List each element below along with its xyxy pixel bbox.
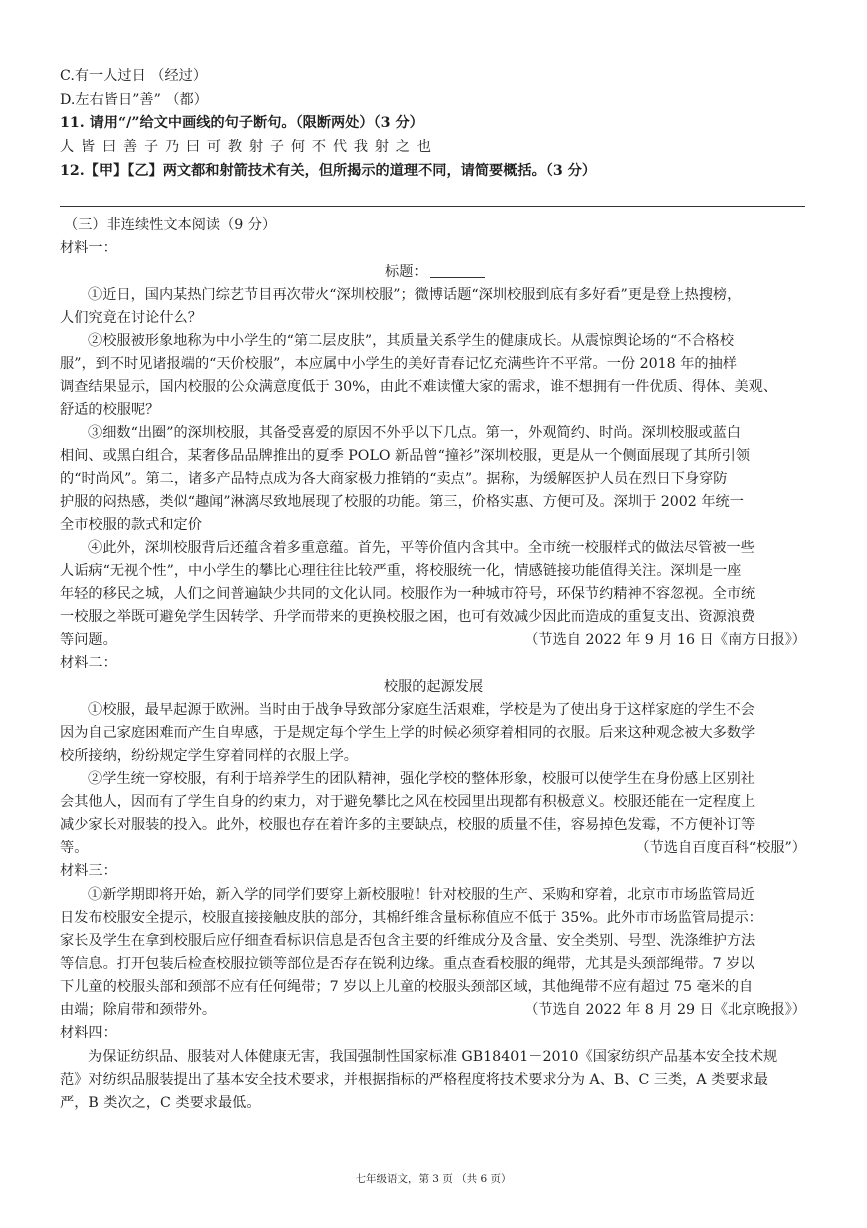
option-d: D.左右皆日”善” （都）: [60, 92, 208, 108]
m2-line: ②学生统一穿校服，有利于培养学生的团队精神，强化学校的整体形象，校服可以使学生在身份感上区别社: [88, 771, 755, 787]
m1-line: 人诟病“无视个性”，中小学生的攀比心理往往比较严重，将校服统一化，情感链接功能值得关注。深圳是一座: [60, 563, 742, 579]
m2-line: 等。: [60, 840, 89, 856]
m3-line: 日发布校服安全提示，校服直接接触皮肤的部分，其棉纤维含量标称值应不低于 35%。此外市市场监管局提示：: [60, 910, 763, 926]
section3-heading: （三）非连续性文本阅读（9 分）: [64, 217, 277, 233]
m1-line: 等问题。: [60, 632, 117, 648]
title-blank: [430, 263, 485, 278]
m3-line: 家长及学生在拿到校服后应仔细查看标识信息是否包含主要的纤维成分及含量、安全类别、号型、洗涤维护方法: [60, 933, 756, 949]
m1-source: （节选自 2022 年 9 月 16 日《南方日报》）: [524, 632, 806, 648]
m1-line: 服”，到不时见诸报端的“天价校服”，本应属中小学生的美好青春记忆充满些许不平常。一份 2018 年的抽样: [60, 356, 737, 372]
m4-line: 为保证纺织品、服装对人体健康无害，我国强制性国家标准 GB18401－2010《国家纺织产品基本安全技术规: [88, 1049, 778, 1065]
m3-line: 由端；除肩带和颈带外。: [60, 1002, 217, 1018]
m1-line: ①近日，国内某热门综艺节目再次带火“深圳校服”；微博话题“深圳校服到底有多好看”更是登上热搜榜，: [88, 287, 742, 303]
question-12: 12.【甲】【乙】两文都和射箭技术有关，但所揭示的道理不同，请简要概括。（3 分）: [60, 163, 597, 179]
m2-line: ①校服，最早起源于欧洲。当时由于战争导致部分家庭生活艰难，学校是为了使出身于这样家庭的学生不会: [88, 702, 755, 718]
title-label: 标题：: [385, 264, 428, 280]
m3-line: 等信息。打开包装后检查校服拉锁等部位是否存在锐利边缘。重点查看校服的绳带，尤其是头颈部绳带。7 岁以: [60, 956, 755, 972]
m1-line: 相间、或黑白组合，某奢侈品品牌推出的夏季 POLO 新品曾“撞衫”深圳校服，更是从一个侧面展现了其所引领: [60, 448, 751, 464]
m1-line: 年轻的移民之城，人们之间普遍缺少共同的文化认同。校服作为一种城市符号，环保节约精神不容忽视。全市统: [60, 586, 756, 602]
m1-line: ②校服被形象地称为中小学生的“第二层皮肤”，其质量关系学生的健康成长。从震惊舆论场的“不合格校: [88, 333, 735, 349]
material-4-label: 材料四：: [60, 1025, 117, 1041]
m2-line: 校所接纳，纷纷规定学生穿着同样的衣服上学。: [60, 748, 358, 764]
material-1-title: [385, 262, 485, 282]
m1-line: 护服的闷热感，类似“趣闻”淋漓尽致地展现了校服的功能。第三，价格实惠、方便可及。深圳于 2002 年统一: [60, 494, 744, 510]
m4-line: 严，B 类次之，C 类要求最低。: [60, 1095, 261, 1111]
material-1-label: 材料一：: [60, 240, 117, 256]
m3-line: ①新学期即将开始，新入学的同学们要穿上新校服啦！针对校服的生产、采购和穿着，北京市市场监管局近: [88, 887, 755, 903]
m1-line: 一校服之举既可避免学生因转学、升学而带来的更换校服之困，也可有效减少因此而造成的重复支出、资源浪费: [60, 609, 756, 625]
m4-line: 范》对纺织品服装提出了基本安全技术要求，并根据指标的严格程度将技术要求分为 A、B、C 三类，A 类要求最: [60, 1072, 768, 1088]
question-11-sentence: 人皆曰善子乃曰可教射子何不代我射之也: [60, 139, 438, 155]
m1-line: 调查结果显示，国内校服的公众满意度低于 30%，由此不难读懂大家的需求，谁不想拥有一件优质、得体、美观、: [60, 379, 778, 395]
m3-line: 下儿童的校服头部和颈部不应有任何绳带；7 岁以上儿童的校服头颈部区域，其他绳带不应有超过 75 毫米的自: [60, 979, 754, 995]
section-divider: [60, 206, 805, 207]
material-3-label: 材料三：: [60, 863, 117, 879]
m1-line: ③细数“出圈”的深圳校服，其备受喜爱的原因不外乎以下几点。第一，外观简约、时尚。深圳校服或蓝白: [88, 425, 741, 441]
m3-source: （节选自 2022 年 8 月 29 日《北京晚报》）: [524, 1002, 806, 1018]
m2-source: （节选自百度百科“校服”）: [635, 840, 806, 856]
m1-line: ④此外，深圳校服背后还蕴含着多重意蕴。首先，平等价值内含其中。全市统一校服样式的做法尽管被一些: [88, 540, 755, 556]
material-2-label: 材料二：: [60, 655, 117, 671]
page-footer: 七年级语文，第 3 页 （共 6 页）: [355, 1173, 512, 1185]
m1-line: 舒适的校服呢？: [60, 402, 160, 418]
option-c: C.有一人过日 （经过）: [60, 68, 208, 84]
m2-line: 会其他人，因而有了学生自身的约束力，对于避免攀比之风在校园里出现都有积极意义。校服还能在一定程度上: [60, 794, 756, 810]
material-2-title: 校服的起源发展: [383, 679, 484, 695]
question-11: 11. 请用“/”给文中画线的句子断句。（限断两处）（3 分）: [60, 115, 424, 131]
m1-line: 人们究竟在讨论什么？: [60, 310, 202, 326]
m2-line: 减少家长对服装的投入。此外，校服也存在着许多的主要缺点，校服的质量不佳，容易掉色发霉，不方便补订等: [60, 817, 756, 833]
m1-line: 全市校服的款式和定价: [60, 517, 202, 533]
m1-line: 的“时尚风”。第二，诸多产品特点成为各大商家极力推销的“卖点”。据称，为缓解医护人员在烈日下身穿防: [60, 471, 728, 487]
m2-line: 因为自己家庭困难而产生自卑感，于是规定每个学生上学的时候必须穿着相同的衣服。后来这种观念被大多数学: [60, 725, 756, 741]
